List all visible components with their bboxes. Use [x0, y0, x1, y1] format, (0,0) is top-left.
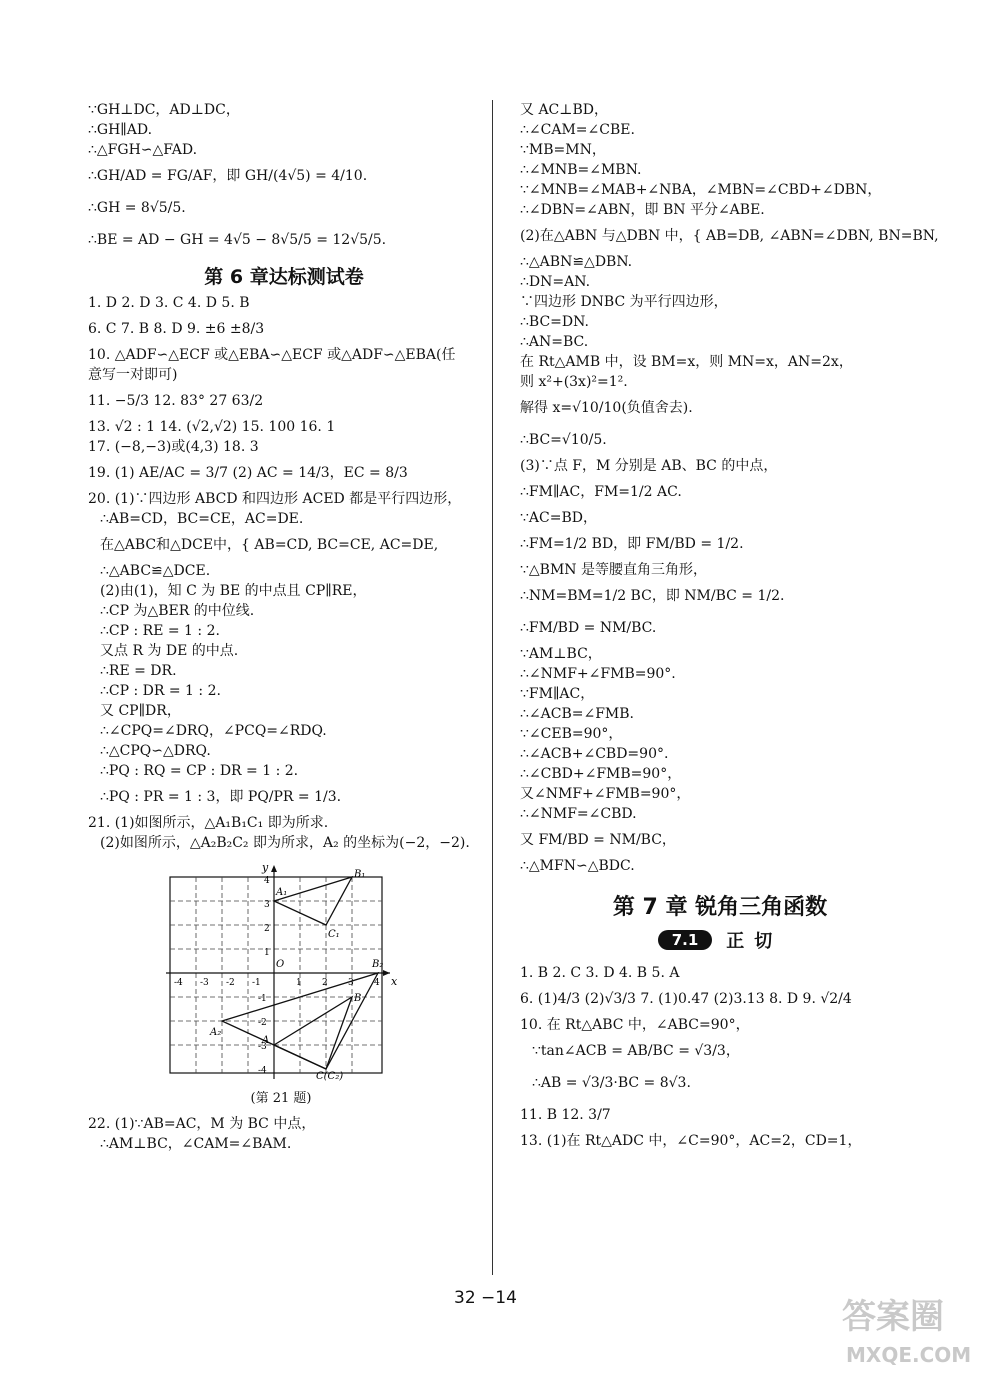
point-label: A₁: [276, 887, 288, 898]
text-line: ∴∠ACB+∠CBD=90°.: [520, 746, 669, 762]
coordinate-grid-figure: [166, 861, 396, 1106]
answer-line: ∴CP : DR = 1 : 2.: [100, 683, 221, 699]
text-line: ∴DN=AN.: [520, 274, 591, 290]
y-tick: -1: [258, 994, 267, 1004]
answer-line: 17. (−8,−3)或(4,3) 18. 3: [88, 439, 259, 455]
answer-line: 11. −5/3 12. 83° 27 63/2: [88, 393, 264, 409]
text-line: ∴△ABN≌△DBN.: [520, 254, 633, 270]
x-axis-label: x: [391, 975, 398, 988]
answer-line: ∴△ABC≌△DCE.: [100, 563, 211, 579]
text-line: ∵四边形 DNBC 为平行四边形，: [520, 294, 728, 310]
x-tick: 1: [296, 978, 302, 988]
y-tick: -2: [258, 1018, 267, 1028]
y-tick: 3: [264, 900, 270, 910]
right-column: [520, 100, 939, 1151]
svg-text:MXQE.COM: MXQE.COM: [846, 1343, 972, 1367]
answer-line: ∴∠CPQ=∠DRQ，∠PCQ=∠RDQ.: [100, 723, 327, 739]
y-tick: 1: [264, 948, 270, 958]
answer-line: 6. (1)4/3 (2)√3/3 7. (1)0.47 (2)3.13 8. D 9. √2/4: [520, 991, 852, 1007]
answer-line: (2)由(1)，知 C 为 BE 的中点且 CP∥RE，: [100, 583, 367, 599]
watermark-logo: [832, 1284, 982, 1374]
text-line: (2)在△ABN 与△DBN 中，{ AB=DB, ∠ABN=∠DBN, BN=BN,: [520, 228, 939, 244]
answer-line: 10. △ADF∽△ECF 或△EBA∽△ECF 或△ADF∽△EBA(任: [88, 347, 456, 363]
answer-line: 13. √2 : 1 14. (√2,√2) 15. 100 16. 1: [88, 419, 336, 435]
triangle-abc: [274, 997, 352, 1069]
point-label: C(C₂): [316, 1071, 344, 1082]
text-line: ∴∠CBD+∠FMB=90°，: [520, 766, 682, 782]
section-badge: 7.1: [658, 930, 713, 950]
text-line: ∴∠DBN=∠ABN，即 BN 平分∠ABE.: [520, 202, 765, 218]
answer-line: (2)如图所示，△A₂B₂C₂ 即为所求，A₂ 的坐标为(−2，−2).: [100, 835, 470, 851]
x-tick: -4: [174, 978, 183, 988]
section-header: [520, 927, 920, 953]
answer-line: ∴AB = √3/3·BC = 8√3.: [532, 1075, 691, 1091]
origin-label: O: [276, 959, 285, 970]
answer-line: 意写一对即可): [88, 367, 178, 383]
y-tick: -3: [258, 1042, 267, 1052]
text-line: ∴FM=1/2 BD，即 FM/BD = 1/2.: [520, 536, 744, 552]
text-line: ∴AM⊥BC，∠CAM=∠BAM.: [100, 1136, 292, 1152]
answer-line: 6. C 7. B 8. D 9. ±6 ±8/3: [88, 321, 265, 337]
answer-line: 20. (1)∵四边形 ABCD 和四边形 ACED 都是平行四边形，: [88, 491, 462, 507]
text-line: ∴GH∥AD.: [88, 122, 153, 138]
answer-line: 1. B 2. C 3. D 4. B 5. A: [520, 965, 680, 981]
answer-line: ∴△CPQ∽△DRQ.: [100, 743, 211, 759]
text-line: ∴AN=BC.: [520, 334, 589, 350]
text-line: ∴BC=DN.: [520, 314, 589, 330]
answer-line: 19. (1) AE/AC = 3/7 (2) AC = 14/3，EC = 8/3: [88, 465, 408, 481]
left-column: [88, 100, 480, 1154]
text-line: 又 FM/BD = NM/BC，: [520, 832, 676, 848]
point-label: C₁: [328, 929, 340, 940]
grid-diagram: [166, 861, 396, 1081]
point-label: B: [354, 993, 362, 1004]
text-line: ∴GH = 8√5/5.: [88, 200, 186, 216]
section-title: 正切: [726, 931, 783, 952]
x-tick: -2: [226, 978, 235, 988]
y-tick: -4: [258, 1066, 267, 1076]
text-line: ∴∠NMF=∠CBD.: [520, 806, 637, 822]
text-line: 22. (1)∵AB=AC，M 为 BC 中点，: [88, 1116, 316, 1132]
text-line: ∴△FGH∽△FAD.: [88, 142, 198, 158]
point-label: B₂: [372, 959, 384, 970]
point-label: A₂: [210, 1027, 222, 1038]
text-line: ∴△MFN∽△BDC.: [520, 858, 635, 874]
answer-line: ∴CP 为△BER 的中位线.: [100, 603, 255, 619]
figure-caption: (第 21 题): [250, 1091, 312, 1106]
text-line: ∵AM⊥BC，: [520, 646, 602, 662]
answer-line: 在△ABC和△DCE中，{ AB=CD, BC=CE, AC=DE,: [100, 537, 439, 553]
text-line: ∵MB=MN，: [520, 142, 606, 158]
chapter-title: 第 7 章 锐角三角函数: [612, 895, 828, 920]
text-line: 又∠NMF+∠FMB=90°，: [520, 786, 691, 802]
text-line: ∵∠MNB=∠MAB+∠NBA，∠MBN=∠CBD+∠DBN，: [520, 182, 882, 198]
answer-line: 10. 在 Rt△ABC 中，∠ABC=90°，: [520, 1017, 750, 1033]
text-line: 则 x²+(3x)²=1².: [520, 374, 628, 390]
x-tick: 2: [322, 978, 328, 988]
answer-line: 21. (1)如图所示，△A₁B₁C₁ 即为所求.: [88, 815, 329, 831]
text-line: (3)∵点 F，M 分别是 AB、BC 的中点，: [520, 458, 778, 474]
text-line: ∵△BMN 是等腰直角三角形，: [520, 562, 707, 578]
text-line: ∴∠NMF+∠FMB=90°.: [520, 666, 676, 682]
answer-line: ∵tan∠ACB = AB/BC = √3/3，: [532, 1043, 740, 1059]
text-line: ∵GH⊥DC，AD⊥DC，: [88, 102, 240, 118]
x-tick: 3: [348, 978, 354, 988]
answer-line: 11. B 12. 3/7: [520, 1107, 611, 1123]
answer-line: ∴CP : RE = 1 : 2.: [100, 623, 220, 639]
answer-line: 13. (1)在 Rt△ADC 中，∠C=90°，AC=2，CD=1，: [520, 1133, 862, 1149]
text-line: 在 Rt△AMB 中，设 BM=x，则 MN=x，AN=2x，: [520, 354, 853, 370]
x-tick: 4: [374, 978, 380, 988]
text-line: ∵∠CEB=90°，: [520, 726, 623, 742]
answer-line: 1. D 2. D 3. C 4. D 5. B: [88, 295, 250, 311]
text-line: ∴FM/BD = NM/BC.: [520, 620, 657, 636]
svg-text:答案圈: 答案圈: [842, 1297, 944, 1337]
text-line: 又 AC⊥BD，: [520, 102, 608, 118]
text-line: ∴BC=√10/5.: [520, 432, 607, 448]
answer-line: ∴AB=CD，BC=CE，AC=DE.: [100, 511, 304, 527]
column-divider: [492, 100, 493, 1275]
answer-line: ∴RE = DR.: [100, 663, 177, 679]
answer-line: 又点 R 为 DE 的中点.: [100, 643, 239, 659]
text-line: ∴GH/AD = FG/AF，即 GH/(4√5) = 4/10.: [88, 168, 368, 184]
page-number: 32 −14: [454, 1288, 517, 1308]
point-label: B₁: [354, 869, 366, 880]
text-line: ∴∠MNB=∠MBN.: [520, 162, 642, 178]
y-axis-label: y: [262, 861, 269, 874]
text-line: ∴BE = AD − GH = 4√5 − 8√5/5 = 12√5/5.: [88, 232, 387, 248]
section-heading: 第 6 章达标测试卷: [204, 266, 364, 288]
y-tick: 4: [264, 876, 270, 886]
text-line: ∴NM=BM=1/2 BC，即 NM/BC = 1/2.: [520, 588, 785, 604]
text-line: ∵AC=BD，: [520, 510, 597, 526]
x-tick: -1: [252, 978, 261, 988]
text-line: ∴∠CAM=∠CBE.: [520, 122, 635, 138]
answer-line: ∴PQ : RQ = CP : DR = 1 : 2.: [100, 763, 299, 779]
x-tick: -3: [200, 978, 209, 988]
answer-line: ∴PQ : PR = 1 : 3，即 PQ/PR = 1/3.: [100, 789, 342, 805]
text-line: 解得 x=√10/10(负值舍去).: [520, 400, 693, 416]
answer-line: 又 CP∥DR，: [100, 703, 181, 719]
point-label: A: [262, 1035, 270, 1046]
text-line: ∴FM∥AC，FM=1/2 AC.: [520, 484, 682, 500]
text-line: ∵FM∥AC，: [520, 686, 595, 702]
text-line: ∴∠ACB=∠FMB.: [520, 706, 634, 722]
y-tick: 2: [264, 924, 270, 934]
